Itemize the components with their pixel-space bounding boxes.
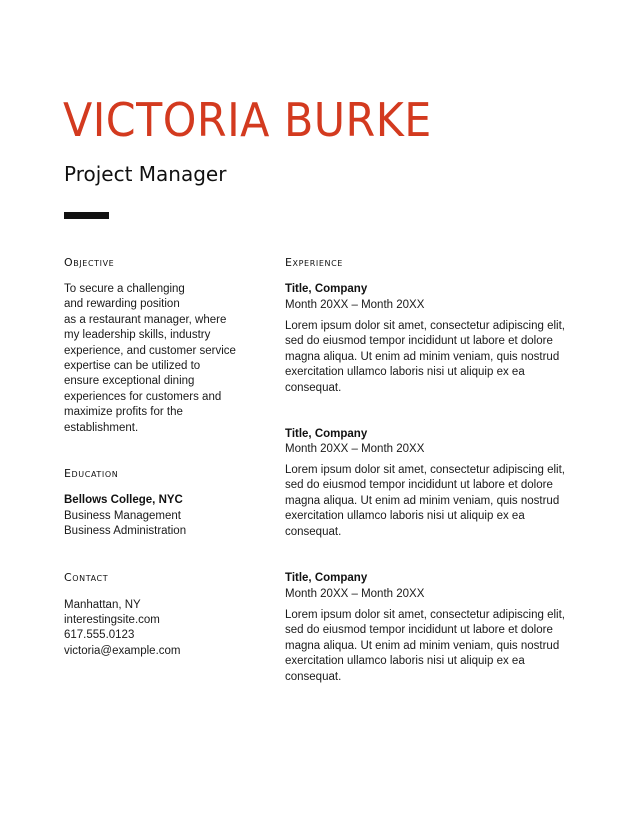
header-divider <box>64 212 109 219</box>
objective-heading: Objective <box>64 256 115 269</box>
education-school: Bellows College, NYC <box>64 494 183 506</box>
job-title-company: Title, Company <box>285 428 368 440</box>
experience-heading: Experience <box>285 256 343 269</box>
job-title: Project Manager <box>64 162 227 186</box>
job-dates: Month 20XX – Month 20XX <box>285 588 425 600</box>
education-line: Business Management <box>64 510 181 522</box>
contact-email: victoria@example.com <box>64 645 181 657</box>
job-description: Lorem ipsum dolor sit amet, consectetur adipiscing elit, sed do eiusmod tempor incididunt ut labore et dolore magna aliqua. Ut enim ad minim veniam, quis nostrud exercitation ullamco laboris nisi ut aliquip ex ea consequat. <box>285 464 565 538</box>
objective-text: To secure a challenging and rewarding position as a restaurant manager, where my leadership skills, industry experience, and customer service expertise can be utilized to ensure exceptional dining experiences for customers and maximize profits for the establishment. <box>64 283 236 434</box>
contact-website: interestingsite.com <box>64 614 160 626</box>
job-title-company: Title, Company <box>285 572 368 584</box>
job-title-company: Title, Company <box>285 283 368 295</box>
education-heading: Education <box>64 467 119 480</box>
education-line: Business Administration <box>64 525 187 537</box>
job-dates: Month 20XX – Month 20XX <box>285 299 425 311</box>
resume-name: VICTORIA BURKE <box>63 93 432 147</box>
contact-location: Manhattan, NY <box>64 599 141 611</box>
contact-heading: Contact <box>64 571 109 584</box>
contact-phone: 617.555.0123 <box>64 629 135 641</box>
job-dates: Month 20XX – Month 20XX <box>285 443 425 455</box>
job-description: Lorem ipsum dolor sit amet, consectetur adipiscing elit, sed do eiusmod tempor incididunt ut labore et dolore magna aliqua. Ut enim ad minim veniam, quis nostrud exercitation ullamco laboris nisi ut aliquip ex ea consequat. <box>285 320 565 394</box>
job-description: Lorem ipsum dolor sit amet, consectetur adipiscing elit, sed do eiusmod tempor incididunt ut labore et dolore magna aliqua. Ut enim ad minim veniam, quis nostrud exercitation ullamco laboris nisi ut aliquip ex ea consequat. <box>285 609 565 683</box>
